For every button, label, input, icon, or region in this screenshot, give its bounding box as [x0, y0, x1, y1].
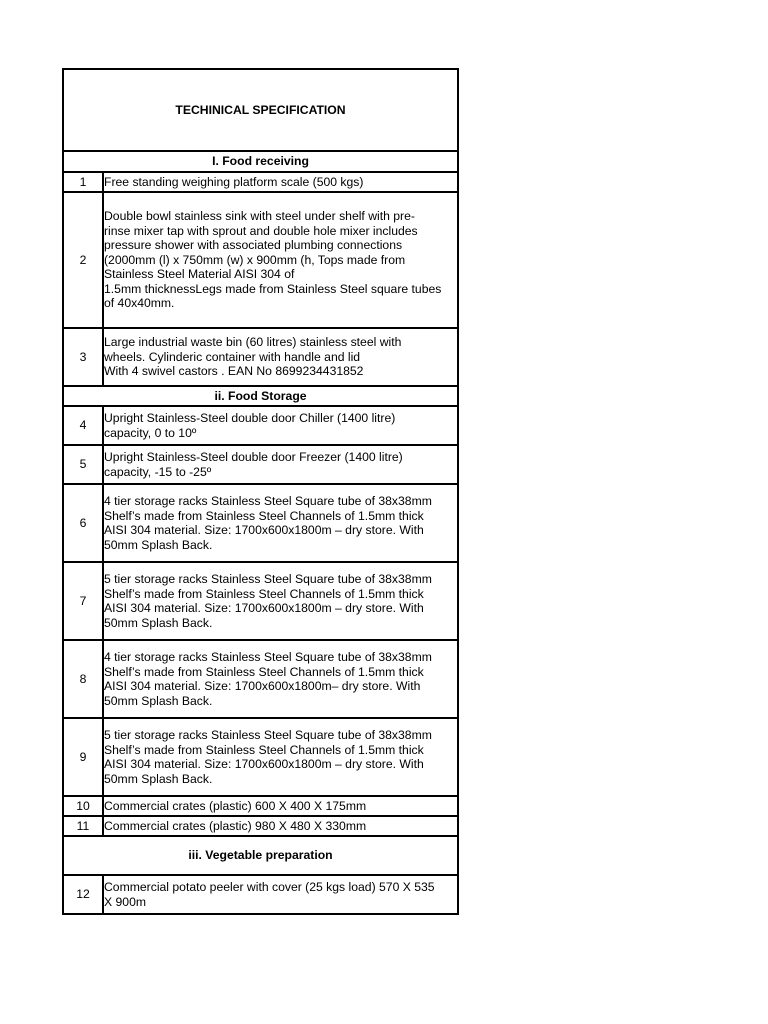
- table-row: [63, 562, 458, 640]
- item-number: 8: [63, 640, 103, 718]
- spec-sheet: [62, 68, 457, 915]
- item-number: 1: [63, 172, 103, 192]
- section-row: [63, 386, 458, 406]
- section-row: [63, 151, 458, 172]
- table-row: [63, 796, 458, 816]
- table-row: [63, 816, 458, 836]
- document-title: TECHINICAL SPECIFICATION: [63, 69, 458, 151]
- item-description: Double bowl stainless sink with steel under shelf with pre- rinse mixer tap with sprout and double hole mixer includes pressure shower with associated plumbing connections (2000mm (l) x 750mm (w) x 900mm (h, Tops made from Stainless Steel Material AISI 304 of 1.5mm thicknessLegs made from Stainless Steel square tubes of 40x40mm.: [103, 192, 458, 328]
- item-number: 3: [63, 328, 103, 386]
- item-description: Commercial crates (plastic) 600 X 400 X 175mm: [103, 796, 458, 816]
- table-row: [63, 328, 458, 386]
- table-row: [63, 406, 458, 445]
- section-heading-vegetable-preparation: iii. Vegetable preparation: [63, 836, 458, 875]
- item-number: 12: [63, 875, 103, 914]
- item-number: 2: [63, 192, 103, 328]
- table-row: [63, 192, 458, 328]
- item-number: 6: [63, 484, 103, 562]
- item-description: 5 tier storage racks Stainless Steel Square tube of 38x38mm Shelf’s made from Stainless Steel Channels of 1.5mm thick AISI 304 material. Size: 1700x600x1800m – dry store. With 50mm Splash Back.: [103, 718, 458, 796]
- item-description: 5 tier storage racks Stainless Steel Square tube of 38x38mm Shelf’s made from Stainless Steel Channels of 1.5mm thick AISI 304 material. Size: 1700x600x1800m – dry store. With 50mm Splash Back.: [103, 562, 458, 640]
- item-number: 9: [63, 718, 103, 796]
- table-row: [63, 640, 458, 718]
- table-row: [63, 875, 458, 914]
- item-description: Upright Stainless-Steel double door Freezer (1400 litre) capacity, -15 to -25º: [103, 445, 458, 484]
- table-row: [63, 172, 458, 192]
- section-heading-food-storage: ii. Food Storage: [63, 386, 458, 406]
- table-row: [63, 484, 458, 562]
- item-number: 11: [63, 816, 103, 836]
- item-description: Commercial crates (plastic) 980 X 480 X 330mm: [103, 816, 458, 836]
- item-description: Large industrial waste bin (60 litres) stainless steel with wheels. Cylinderic container with handle and lid With 4 swivel castors . EAN No 8699234431852: [103, 328, 458, 386]
- item-number: 4: [63, 406, 103, 445]
- specification-table: [62, 68, 459, 915]
- item-description: Commercial potato peeler with cover (25 kgs load) 570 X 535 X 900m: [103, 875, 458, 914]
- item-number: 5: [63, 445, 103, 484]
- item-description: 4 tier storage racks Stainless Steel Square tube of 38x38mm Shelf’s made from Stainless Steel Channels of 1.5mm thick AISI 304 material. Size: 1700x600x1800m – dry store. With 50mm Splash Back.: [103, 484, 458, 562]
- table-row: [63, 718, 458, 796]
- item-description: Upright Stainless-Steel double door Chiller (1400 litre) capacity, 0 to 10º: [103, 406, 458, 445]
- item-description: Free standing weighing platform scale (500 kgs): [103, 172, 458, 192]
- item-number: 10: [63, 796, 103, 816]
- table-row: [63, 445, 458, 484]
- section-heading-food-receiving: I. Food receiving: [63, 151, 458, 172]
- title-row: [63, 69, 458, 151]
- section-row: [63, 836, 458, 875]
- item-description: 4 tier storage racks Stainless Steel Square tube of 38x38mm Shelf’s made from Stainless Steel Channels of 1.5mm thick AISI 304 material. Size: 1700x600x1800m– dry store. With 50mm Splash Back.: [103, 640, 458, 718]
- item-number: 7: [63, 562, 103, 640]
